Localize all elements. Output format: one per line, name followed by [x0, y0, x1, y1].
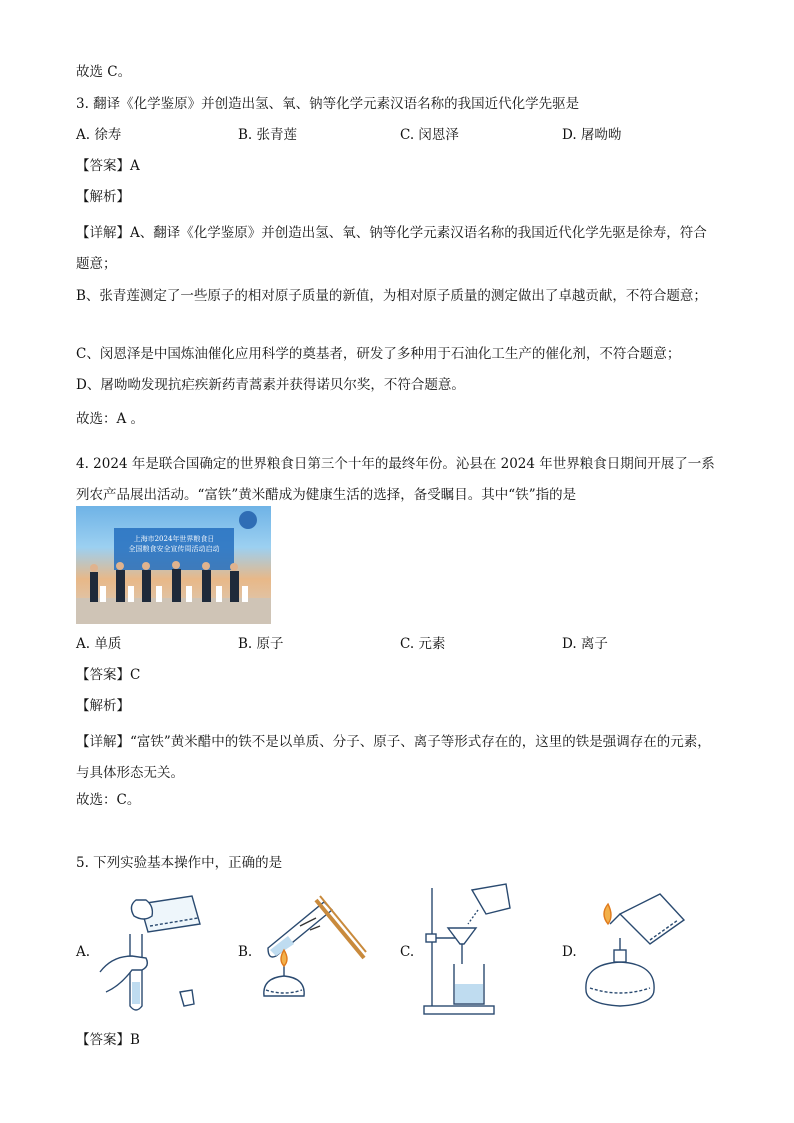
q5-stem: 5. 下列实验基本操作中，正确的是 [76, 855, 283, 871]
q3-option-d: D. 屠呦呦 [562, 127, 622, 143]
photo-people-graphic [76, 506, 271, 624]
q4-option-b: B. 原子 [238, 636, 284, 652]
photo-banner-line2: 全国粮食安全宣传周活动启动 [128, 545, 220, 553]
q3-analysis-header: 【解析】 [76, 189, 130, 205]
q3-detail: 【详解】A、翻译《化学鉴原》并创造出氢、氧、钠等化学元素汉语名称的我国近代化学先驱是徐寿，符合题意； [76, 225, 707, 272]
q3-option-c: C. 闵恩泽 [400, 127, 459, 143]
q4-answer: 【答案】C [76, 667, 141, 683]
q3-option-a: A. 徐寿 [76, 127, 122, 143]
q3-detail-c: C、闵恩泽是中国炼油催化应用科学的奠基者，研发了多种用于石油化工生产的催化剂，不符合题意； [76, 346, 681, 362]
q4-option-d: D. 离子 [562, 636, 608, 652]
q5-fig-label-d: D. [562, 944, 577, 960]
q4-option-a: A. 单质 [76, 636, 122, 652]
q5-fig-label-a: A. [76, 944, 91, 960]
figure-a-pouring-liquid [92, 886, 212, 1016]
q3-answer: 【答案】A [76, 158, 140, 174]
q4-conclusion: 故选：C。 [76, 792, 141, 808]
q3-option-b: B. 张青莲 [238, 127, 298, 143]
q5-fig-label-c: C. [400, 944, 415, 960]
q3-detail-d: D、屠呦呦发现抗疟疾新药青蒿素并获得诺贝尔奖，不符合题意。 [76, 377, 465, 393]
figure-b-heating-test-tube [254, 886, 374, 1016]
photo-banner-line1: 上海市2024年世界粮食日 [133, 535, 215, 543]
q2-conclusion: 故选 C。 [76, 64, 132, 80]
q3-stem: 3. 翻译《化学鉴原》并创造出氢、氧、钠等化学元素汉语名称的我国近代化学先驱是 [76, 96, 580, 112]
q5-answer: 【答案】B [76, 1032, 140, 1048]
q3-detail-b: B、张青莲测定了一些原子的相对原子质量的新值，为相对原子质量的测定做出了卓越贡献，不符合题意； [76, 288, 707, 304]
q3-conclusion: 故选：A 。 [76, 411, 145, 427]
q4-detail: 【详解】“富铁”黄米醋中的铁不是以单质、分子、原子、离子等形式存在的，这里的铁是强调存在的元素，与具体形态无关。 [76, 734, 711, 781]
q5-fig-label-b: B. [238, 944, 253, 960]
figure-d-lighting-lamp [580, 880, 700, 1020]
event-photo [76, 506, 271, 624]
q4-analysis-header: 【解析】 [76, 698, 130, 714]
figure-c-filtration [418, 880, 528, 1020]
q4-stem: 4. 2024 年是联合国确定的世界粮食日第三个十年的最终年份。沁县在 2024 年世界粮食日期间开展了一系列农产品展出活动。“富铁”黄米醋成为健康生活的选择，备受瞩目。其中“铁”指的是 [76, 456, 715, 503]
q4-option-c: C. 元素 [400, 636, 446, 652]
